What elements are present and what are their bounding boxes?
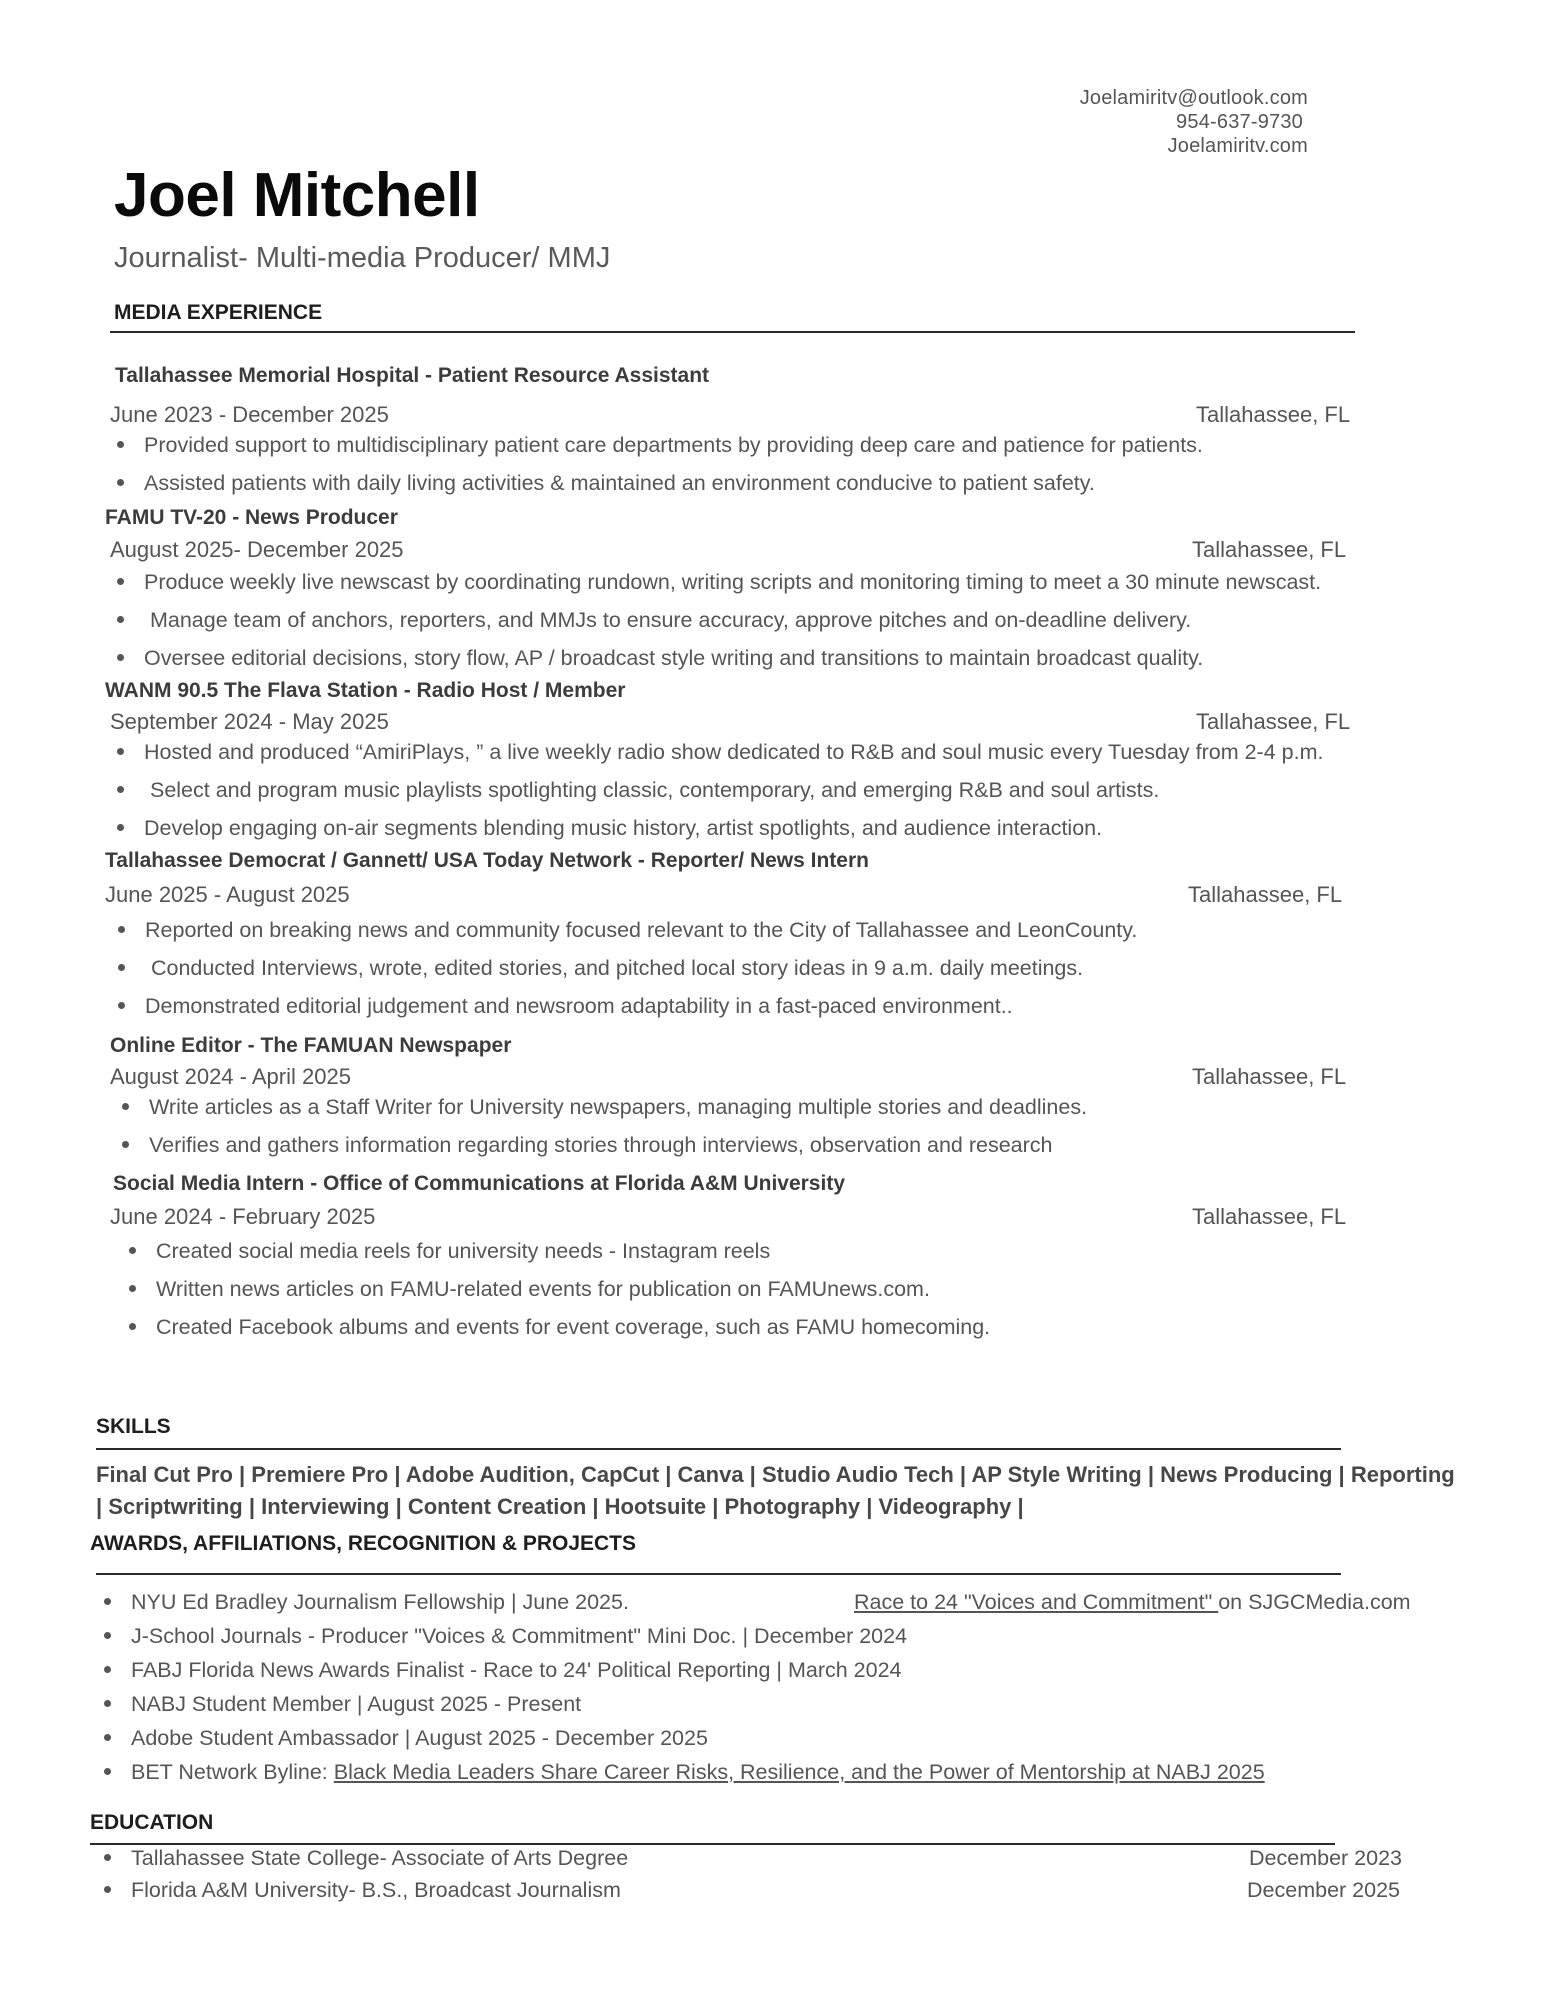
bullet-icon [129, 1285, 136, 1292]
job-bullet: Verifies and gathers information regarding stories through interviews, observation and research [122, 1133, 1053, 1158]
job-bullet: Provided support to multidisciplinary patient care departments by providing deep care and patience for patients. [117, 433, 1203, 458]
bullet-icon [104, 1768, 111, 1775]
job-bullet: Created social media reels for university needs - Instagram reels [129, 1239, 770, 1264]
job-dates: June 2024 - February 2025 [110, 1204, 376, 1229]
contact-phone: 954-637-9730 [1176, 111, 1303, 133]
job-bullet: Created Facebook albums and events for event coverage, such as FAMU homecoming. [129, 1315, 990, 1340]
job-dates: September 2024 - May 2025 [110, 709, 389, 734]
section-title-media-experience: MEDIA EXPERIENCE [114, 301, 323, 324]
award-item: Adobe Student Ambassador | August 2025 - December 2025 [104, 1726, 708, 1751]
education-item: Florida A&M University- B.S., Broadcast Journalism [104, 1878, 621, 1903]
bullet-icon [117, 616, 124, 623]
candidate-name: Joel Mitchell [114, 161, 480, 230]
bullet-icon [117, 479, 124, 486]
bullet-icon [122, 1103, 129, 1110]
bullet-icon [104, 1734, 111, 1741]
section-divider [90, 1843, 1335, 1845]
job-bullet: Assisted patients with daily living activities & maintained an environment conducive to patient safety. [117, 471, 1095, 496]
section-title-skills: SKILLS [96, 1415, 171, 1438]
education-date: December 2023 [1249, 1846, 1402, 1870]
job-location: Tallahassee, FL [1188, 882, 1343, 907]
award-item: NYU Ed Bradley Journalism Fellowship | June 2025. [104, 1590, 629, 1615]
bullet-icon [104, 1632, 111, 1639]
contact-email[interactable]: Joelamiritv@outlook.com [1079, 87, 1308, 109]
job-dates: June 2023 - December 2025 [110, 402, 389, 427]
contact-website[interactable]: Joelamiritv.com [1167, 135, 1308, 157]
bullet-icon [122, 1141, 129, 1148]
project-link[interactable]: Race to 24 "Voices and Commitment" [854, 1590, 1219, 1614]
job-bullet: Demonstrated editorial judgement and newsroom adaptability in a fast-paced environment.. [118, 994, 1013, 1019]
bullet-icon [129, 1247, 136, 1254]
job-bullet: Written news articles on FAMU-related events for publication on FAMUnews.com. [129, 1277, 930, 1302]
bullet-icon [118, 964, 125, 971]
job-title: Social Media Intern - Office of Communications at Florida A&M University [113, 1172, 845, 1195]
job-title: WANM 90.5 The Flava Station - Radio Host / Member [105, 679, 626, 702]
section-title-education: EDUCATION [90, 1811, 214, 1834]
job-title: Tallahassee Memorial Hospital - Patient Resource Assistant [115, 364, 710, 387]
job-dates: June 2025 - August 2025 [105, 882, 350, 907]
bullet-icon [117, 654, 124, 661]
job-bullet: Write articles as a Staff Writer for University newspapers, managing multiple stories and deadlines. [122, 1095, 1087, 1120]
job-bullet: Produce weekly live newscast by coordinating rundown, writing scripts and monitoring timing to meet a 30 minute newscast. [117, 570, 1321, 595]
bullet-icon [117, 786, 124, 793]
section-title-awards: AWARDS, AFFILIATIONS, RECOGNITION & PROJECTS [90, 1532, 637, 1555]
bullet-icon [118, 926, 125, 933]
education-date: December 2025 [1247, 1878, 1400, 1902]
job-location: Tallahassee, FL [1192, 537, 1347, 562]
bullet-icon [104, 1886, 111, 1893]
bullet-icon [118, 1002, 125, 1009]
bullet-icon [104, 1700, 111, 1707]
job-title: Online Editor - The FAMUAN Newspaper [110, 1034, 512, 1057]
job-dates: August 2025- December 2025 [110, 537, 404, 562]
byline-link[interactable]: Black Media Leaders Share Career Risks, Resilience, and the Power of Mentorship at NABJ 2025 [333, 1760, 1265, 1784]
section-divider [96, 1448, 1341, 1450]
bullet-icon [117, 824, 124, 831]
job-dates: August 2024 - April 2025 [110, 1064, 351, 1089]
award-item: J-School Journals - Producer "Voices & Commitment" Mini Doc. | December 2024 [104, 1624, 907, 1649]
job-title: Tallahassee Democrat / Gannett/ USA Today Network - Reporter/ News Intern [105, 849, 869, 872]
bullet-icon [117, 441, 124, 448]
job-location: Tallahassee, FL [1196, 709, 1351, 734]
section-divider [110, 331, 1355, 333]
bullet-icon [117, 748, 124, 755]
job-bullet: Select and program music playlists spotlighting classic, contemporary, and emerging R&B and soul artists. [117, 778, 1159, 803]
job-bullet: Oversee editorial decisions, story flow, AP / broadcast style writing and transitions to maintain broadcast quality. [117, 646, 1203, 671]
award-item: BET Network Byline: Black Media Leaders Share Career Risks, Resilience, and the Power of Mentorship at NABJ 2025 [104, 1760, 1265, 1785]
job-location: Tallahassee, FL [1192, 1064, 1347, 1089]
candidate-subtitle: Journalist- Multi-media Producer/ MMJ [114, 242, 611, 274]
award-item: NABJ Student Member | August 2025 - Present [104, 1692, 581, 1717]
job-bullet: Reported on breaking news and community focused relevant to the City of Tallahassee and LeonCounty. [118, 918, 1137, 943]
job-bullet: Hosted and produced “AmiriPlays, ” a live weekly radio show dedicated to R&B and soul music every Tuesday from 2-4 p.m. [117, 740, 1323, 765]
skills-line: | Scriptwriting | Interviewing | Content Creation | Hootsuite | Photography | Videography | [96, 1494, 1024, 1519]
job-bullet: Manage team of anchors, reporters, and MMJs to ensure accuracy, approve pitches and on-deadline delivery. [117, 608, 1191, 633]
bullet-icon [104, 1854, 111, 1861]
job-bullet: Develop engaging on-air segments blending music history, artist spotlights, and audience interaction. [117, 816, 1102, 841]
award-item: FABJ Florida News Awards Finalist - Race to 24' Political Reporting | March 2024 [104, 1658, 901, 1683]
education-item: Tallahassee State College- Associate of Arts Degree [104, 1846, 628, 1871]
section-divider [96, 1573, 1341, 1575]
skills-line: Final Cut Pro | Premiere Pro | Adobe Audition, CapCut | Canva | Studio Audio Tech | AP Style Writing | News Producing | Reporting [96, 1462, 1455, 1487]
bullet-icon [129, 1323, 136, 1330]
bullet-icon [117, 578, 124, 585]
job-title: FAMU TV-20 - News Producer [105, 506, 398, 529]
bullet-icon [104, 1666, 111, 1673]
job-bullet: Conducted Interviews, wrote, edited stories, and pitched local story ideas in 9 a.m. daily meetings. [118, 956, 1083, 981]
bullet-icon [104, 1598, 111, 1605]
project-link-item: Race to 24 "Voices and Commitment" on SJGCMedia.com [854, 1590, 1411, 1614]
job-location: Tallahassee, FL [1196, 402, 1351, 427]
job-location: Tallahassee, FL [1192, 1204, 1347, 1229]
